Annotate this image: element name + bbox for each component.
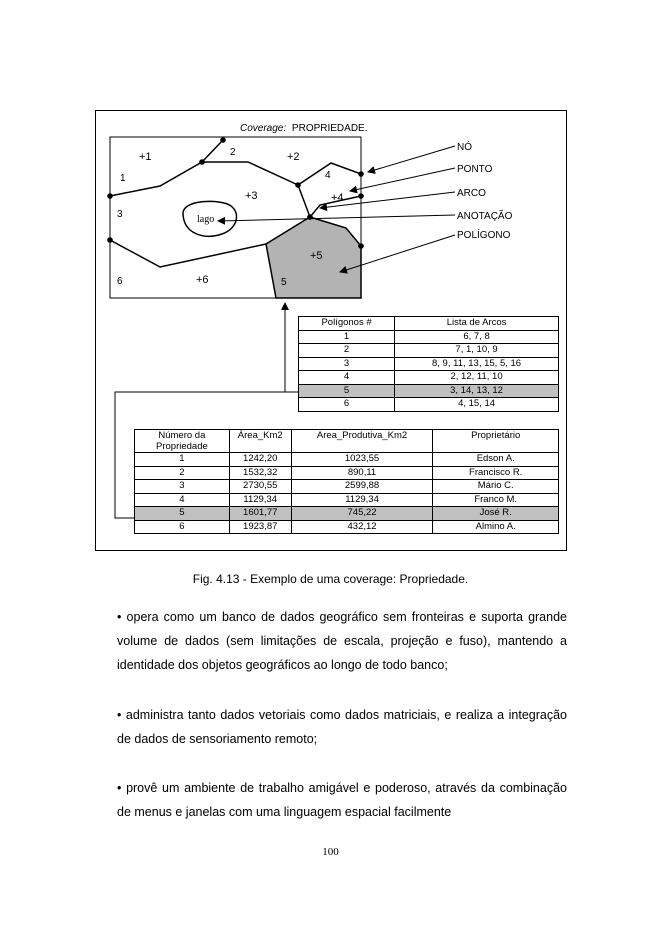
- table-row: [299, 344, 559, 358]
- column-header: Proprietário: [433, 430, 559, 453]
- table-cell: 3, 14, 13, 12: [395, 384, 559, 398]
- column-header: Polígonos #: [299, 317, 395, 331]
- table-cell: Almino A.: [433, 520, 559, 534]
- table-cell: 5: [135, 507, 230, 521]
- label-point: +6: [196, 274, 209, 286]
- callout-node: NÓ: [457, 142, 472, 153]
- polygon-id: 1: [120, 173, 126, 184]
- polygon-id: 5: [281, 277, 287, 288]
- table-cell: 6: [135, 520, 230, 534]
- label-point: +5: [310, 250, 323, 262]
- table-cell: 1129,34: [291, 493, 433, 507]
- table-row: [135, 520, 559, 534]
- table-cell: 745,22: [291, 507, 433, 521]
- table-row: [299, 371, 559, 385]
- table-row: [135, 480, 559, 494]
- table-cell: 3: [135, 480, 230, 494]
- table-cell: 2, 12, 11, 10: [395, 371, 559, 385]
- arc: [110, 140, 223, 196]
- label-point: +4: [331, 192, 344, 204]
- table-cell: 1129,34: [229, 493, 291, 507]
- table-row: [135, 507, 559, 521]
- table-cell: Franco M.: [433, 493, 559, 507]
- table-cell: 1242,20: [229, 453, 291, 467]
- polygon-id: 2: [230, 147, 236, 158]
- coverage-prefix: Coverage:: [240, 123, 287, 134]
- polygon-id: 4: [325, 170, 331, 181]
- column-header: Area_Produtiva_Km2: [291, 430, 433, 453]
- table-row: [299, 384, 559, 398]
- table-cell: 6, 7, 8: [395, 330, 559, 344]
- table-cell: 5: [299, 384, 395, 398]
- table-row: [135, 453, 559, 467]
- bullet-paragraph: • opera como um banco de dados geográfico sem fronteiras e suporta grande volume de dados (sem limitações de escala, projeção e fuso), mantendo a identidade dos objetos geográficos ao longo de todo banco;: [117, 610, 567, 672]
- column-header: Número da Propriedade: [135, 430, 230, 453]
- figure-caption: Fig. 4.13 - Exemplo de uma coverage: Propriedade.: [192, 572, 469, 586]
- label-point: +1: [139, 151, 152, 163]
- table-cell: 890,11: [291, 466, 433, 480]
- connector-polygon-table: [285, 303, 298, 392]
- callout-arc: ARCO: [457, 188, 486, 199]
- table-cell: 8, 9, 11, 13, 15, 5, 16: [395, 357, 559, 371]
- table-cell: 4: [135, 493, 230, 507]
- callout-point: PONTO: [457, 164, 493, 175]
- table-cell: 1023,55: [291, 453, 433, 467]
- table-cell: Francisco R.: [433, 466, 559, 480]
- coverage-title: [240, 123, 368, 134]
- arrow-annotation: [218, 215, 455, 221]
- property-table: [134, 429, 559, 534]
- label-point: +2: [287, 151, 300, 163]
- polygon-id: 6: [117, 276, 123, 287]
- table-cell: Edson A.: [433, 453, 559, 467]
- table-cell: 1923,87: [229, 520, 291, 534]
- table-cell: José R.: [433, 507, 559, 521]
- table-cell: 2: [299, 344, 395, 358]
- table-row: [299, 330, 559, 344]
- table-cell: 2730,55: [229, 480, 291, 494]
- table-cell: Mário C.: [433, 480, 559, 494]
- lake-label: lago: [197, 214, 215, 225]
- table-cell: 4: [299, 371, 395, 385]
- arc: [110, 240, 266, 267]
- table-cell: 3: [299, 357, 395, 371]
- table-cell: 2599,88: [291, 480, 433, 494]
- table-cell: 7, 1, 10, 9: [395, 344, 559, 358]
- table-cell: 4, 15, 14: [395, 398, 559, 412]
- column-header: Lista de Arcos: [395, 317, 559, 331]
- table-cell: 1: [135, 453, 230, 467]
- bullet-paragraph: • provê um ambiente de trabalho amigável e poderoso, através da combinação de menus e janelas com uma linguagem espacial facilmente: [117, 781, 567, 819]
- polygon-id: 3: [117, 209, 123, 220]
- callout-annotation: ANOTAÇÃO: [457, 211, 513, 222]
- table-cell: 432,12: [291, 520, 433, 534]
- table-cell: 1: [299, 330, 395, 344]
- coverage-name: PROPRIEDADE.: [291, 123, 368, 134]
- arrow-node: [368, 146, 455, 172]
- table-cell: 1532,32: [229, 466, 291, 480]
- callout-polygon: POLÍGONO: [457, 230, 511, 241]
- page-number: 100: [322, 846, 339, 858]
- table-cell: 6: [299, 398, 395, 412]
- arrow-point: [350, 168, 455, 191]
- column-header: Área_Km2: [229, 430, 291, 453]
- bullet-paragraph: • administra tanto dados vetoriais como dados matriciais, e realiza a integração de dados de sensoriamento remoto;: [117, 708, 567, 746]
- table-row: [135, 466, 559, 480]
- table-row: [299, 398, 559, 412]
- table-row: [299, 357, 559, 371]
- table-cell: 2: [135, 466, 230, 480]
- table-row: [135, 493, 559, 507]
- polygon-arc-table: [298, 316, 559, 412]
- table-cell: 1601,77: [229, 507, 291, 521]
- label-point: +3: [245, 190, 258, 202]
